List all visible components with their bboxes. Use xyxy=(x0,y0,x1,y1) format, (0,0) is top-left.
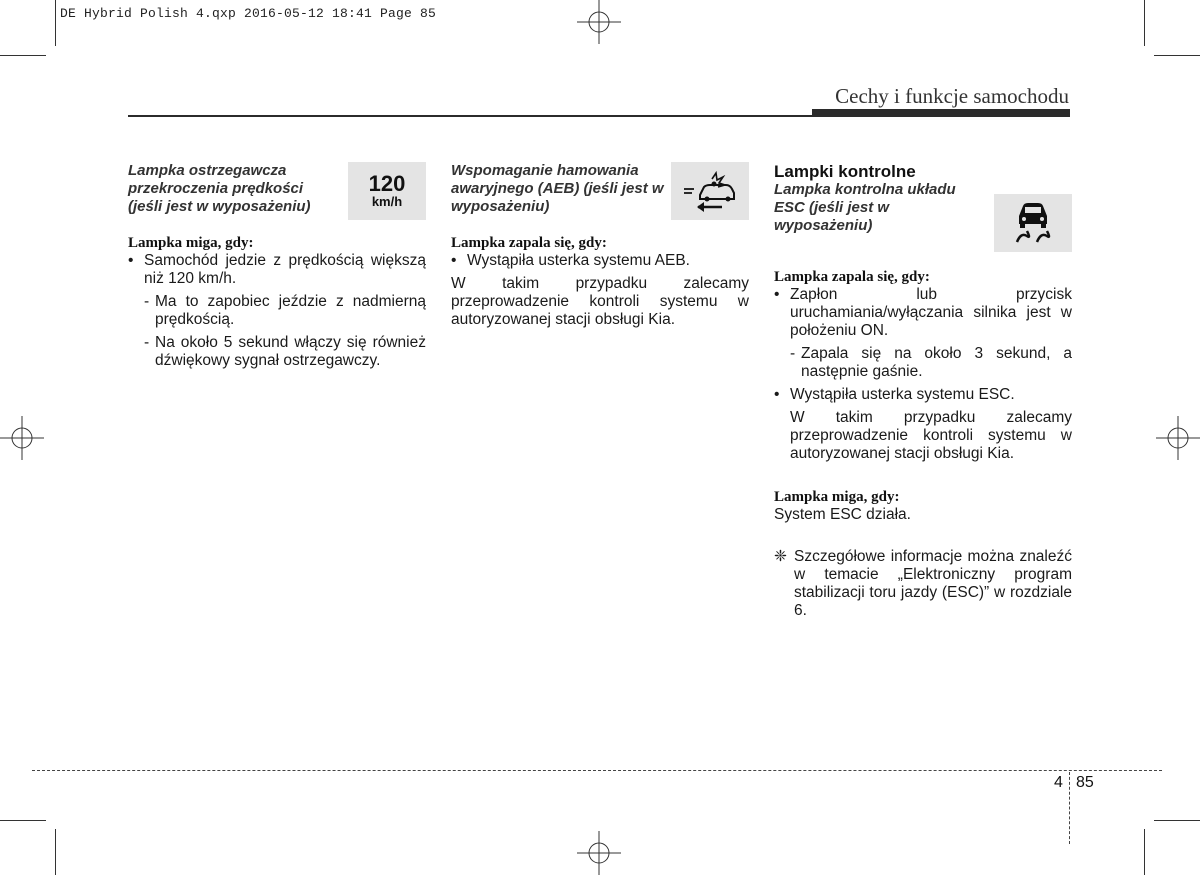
esc-bullet-2-text: Wystąpiła usterka systemu ESC. xyxy=(790,386,1015,403)
note-marker: ❈ xyxy=(774,548,787,565)
esc-bullet-1-text: Zapłon lub przycisk uruchamiania/wyłączania silnika jest w położeniu ON. xyxy=(790,286,1072,339)
column-esc xyxy=(774,162,1072,620)
registration-mark-right xyxy=(1156,416,1200,460)
bullet-marker: • xyxy=(128,252,134,269)
esc-dash-1-text: Zapala się na około 3 sekund, a następnie gaśnie. xyxy=(801,345,1072,380)
speed-warning-dash-1 xyxy=(128,293,426,329)
indicator-lamps-heading: Lampki kontrolne xyxy=(774,162,916,181)
speed-warning-bullet-text: Samochód jedzie z prędkością większą niż 120 km/h. xyxy=(144,252,426,287)
chapter-number: 4 xyxy=(1054,774,1063,791)
aeb-subheading: Wspomaganie hamowania awaryjnego (AEB) (jeśli jest w wyposażeniu) xyxy=(451,162,664,215)
esc-bullet-1 xyxy=(774,286,1072,340)
esc-note-text: Szczegółowe informacje można znaleźć w temacie „Elektroniczny program stabilizacji toru jazdy (ESC)” w rozdziale 6. xyxy=(794,548,1072,619)
speed-limit-120-icon xyxy=(348,162,426,220)
bullet-marker: • xyxy=(774,386,780,403)
section-title: Cechy i funkcje samochodu xyxy=(835,84,1069,108)
footer-rule xyxy=(32,770,1162,771)
esc-status: System ESC działa. xyxy=(774,506,911,523)
speed-warning-label: Lampka miga, gdy: xyxy=(128,235,254,251)
esc-label-on: Lampka zapala się, gdy: xyxy=(774,269,930,285)
esc-label-blink: Lampka miga, gdy: xyxy=(774,489,900,505)
aeb-warning-icon xyxy=(671,162,749,220)
aeb-label: Lampka zapala się, gdy: xyxy=(451,235,607,251)
column-speed-warning xyxy=(128,162,426,370)
aeb-bullet xyxy=(451,252,749,270)
speed-icon-unit: km/h xyxy=(371,194,403,209)
page-number-separator xyxy=(1069,772,1070,844)
speed-warning-subheading: Lampka ostrzegawcza przekroczenia prędkości (jeśli jest w wyposażeniu) xyxy=(128,162,311,215)
esc-note xyxy=(774,548,1072,620)
registration-mark-top xyxy=(577,0,621,44)
esc-bullet-2 xyxy=(774,386,1072,404)
speed-warning-dash-2-text: Na około 5 sekund włączy się również dźwiękowy sygnał ostrzegawczy. xyxy=(155,334,426,369)
speed-icon-number: 120 xyxy=(368,171,406,196)
dash-marker: - xyxy=(790,345,796,362)
aeb-bullet-text: Wystąpiła usterka systemu AEB. xyxy=(467,252,690,269)
print-slug: DE Hybrid Polish 4.qxp 2016-05-12 18:41 Page 85 xyxy=(60,6,437,21)
bullet-marker: • xyxy=(451,252,457,269)
esc-dash-1 xyxy=(774,345,1072,381)
speed-warning-dash-2 xyxy=(128,334,426,370)
header-rule-accent xyxy=(812,109,1070,116)
esc-paragraph: W takim przypadku zalecamy przeprowadzenie kontroli systemu w autoryzowanej stacji obsługi Kia. xyxy=(790,409,1072,462)
dash-marker: - xyxy=(144,293,150,310)
speed-warning-dash-1-text: Ma to zapobiec jeździe z nadmierną prędkością. xyxy=(155,293,426,328)
dash-marker: - xyxy=(144,334,150,351)
aeb-paragraph: W takim przypadku zalecamy przeprowadzenie kontroli systemu w autoryzowanej stacji obsługi Kia. xyxy=(451,275,749,328)
registration-mark-bottom xyxy=(577,831,621,875)
speed-warning-bullet xyxy=(128,252,426,288)
esc-skid-car-icon xyxy=(994,194,1072,252)
esc-subheading: Lampka kontrolna układu ESC (jeśli jest w wyposażeniu) xyxy=(774,181,956,234)
column-aeb xyxy=(451,162,749,329)
page-number: 85 xyxy=(1076,774,1094,791)
registration-mark-left xyxy=(0,416,44,460)
bullet-marker: • xyxy=(774,286,780,303)
